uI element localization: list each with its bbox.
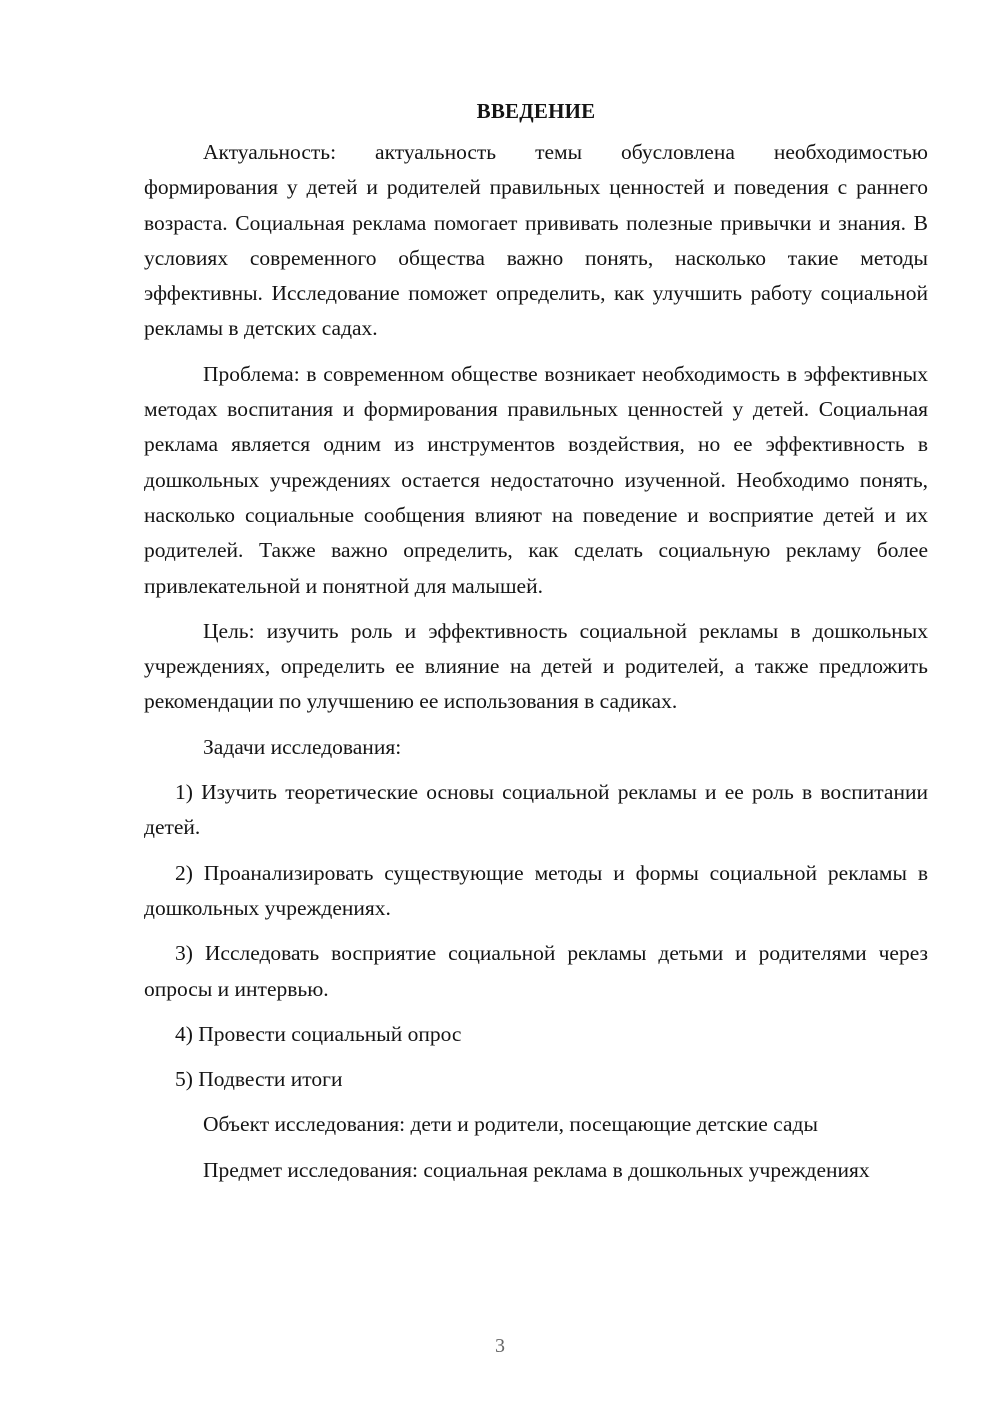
task-item-3: 3) Исследовать восприятие социальной рекламы детьми и родителями через опросы и интервью.: [144, 941, 928, 1001]
section-title: ВВЕДЕНИЕ: [476, 99, 596, 123]
tasks-heading: Задачи исследования:: [203, 734, 402, 759]
task-item-1: 1) Изучить теоретические основы социальной рекламы и ее роль в воспитании детей.: [144, 780, 928, 840]
task-item-5: 5) Подвести итоги: [175, 1067, 343, 1092]
research-object-paragraph: Объект исследования: дети и родители, посещающие детские сады: [203, 1112, 818, 1137]
goal-paragraph: Цель: изучить роль и эффективность социальной рекламы в дошкольных учреждениях, определить ее влияние на детей и родителей, а также предложить рекомендации по улучшению ее использования в садиках.: [144, 618, 928, 714]
relevance-paragraph: Актуальность: актуальность темы обусловлена необходимостью формирования у детей и родителей правильных ценностей и поведения с раннего возраста. Социальная реклама помогает прививать полезные привычки и знания. В условиях современного общества важно понять, насколько такие методы эффективны. Исследование поможет определить, как улучшить работу социальной рекламы в детских садах.: [144, 140, 928, 341]
page-content: [144, 96, 928, 1188]
page-number: 3: [495, 1335, 505, 1357]
problem-paragraph: Проблема: в современном обществе возникает необходимость в эффективных методах воспитания и формирования правильных ценностей у детей. Социальная реклама является одним из инструментов воздействия, но ее эффективность в дошкольных учреждениях остается недостаточно изученной. Необходимо понять, насколько социальные сообщения влияют на поведение и восприятие детей и их родителей. Также важно определить, как сделать социальную рекламу более привлекательной и понятной для малышей.: [144, 361, 928, 598]
task-item-2: 2) Проанализировать существующие методы и формы социальной рекламы в дошкольных учреждениях.: [144, 860, 928, 920]
research-subject-paragraph: Предмет исследования: социальная реклама в дошкольных учреждениях: [203, 1157, 870, 1182]
task-item-4: 4) Провести социальный опрос: [175, 1021, 462, 1046]
